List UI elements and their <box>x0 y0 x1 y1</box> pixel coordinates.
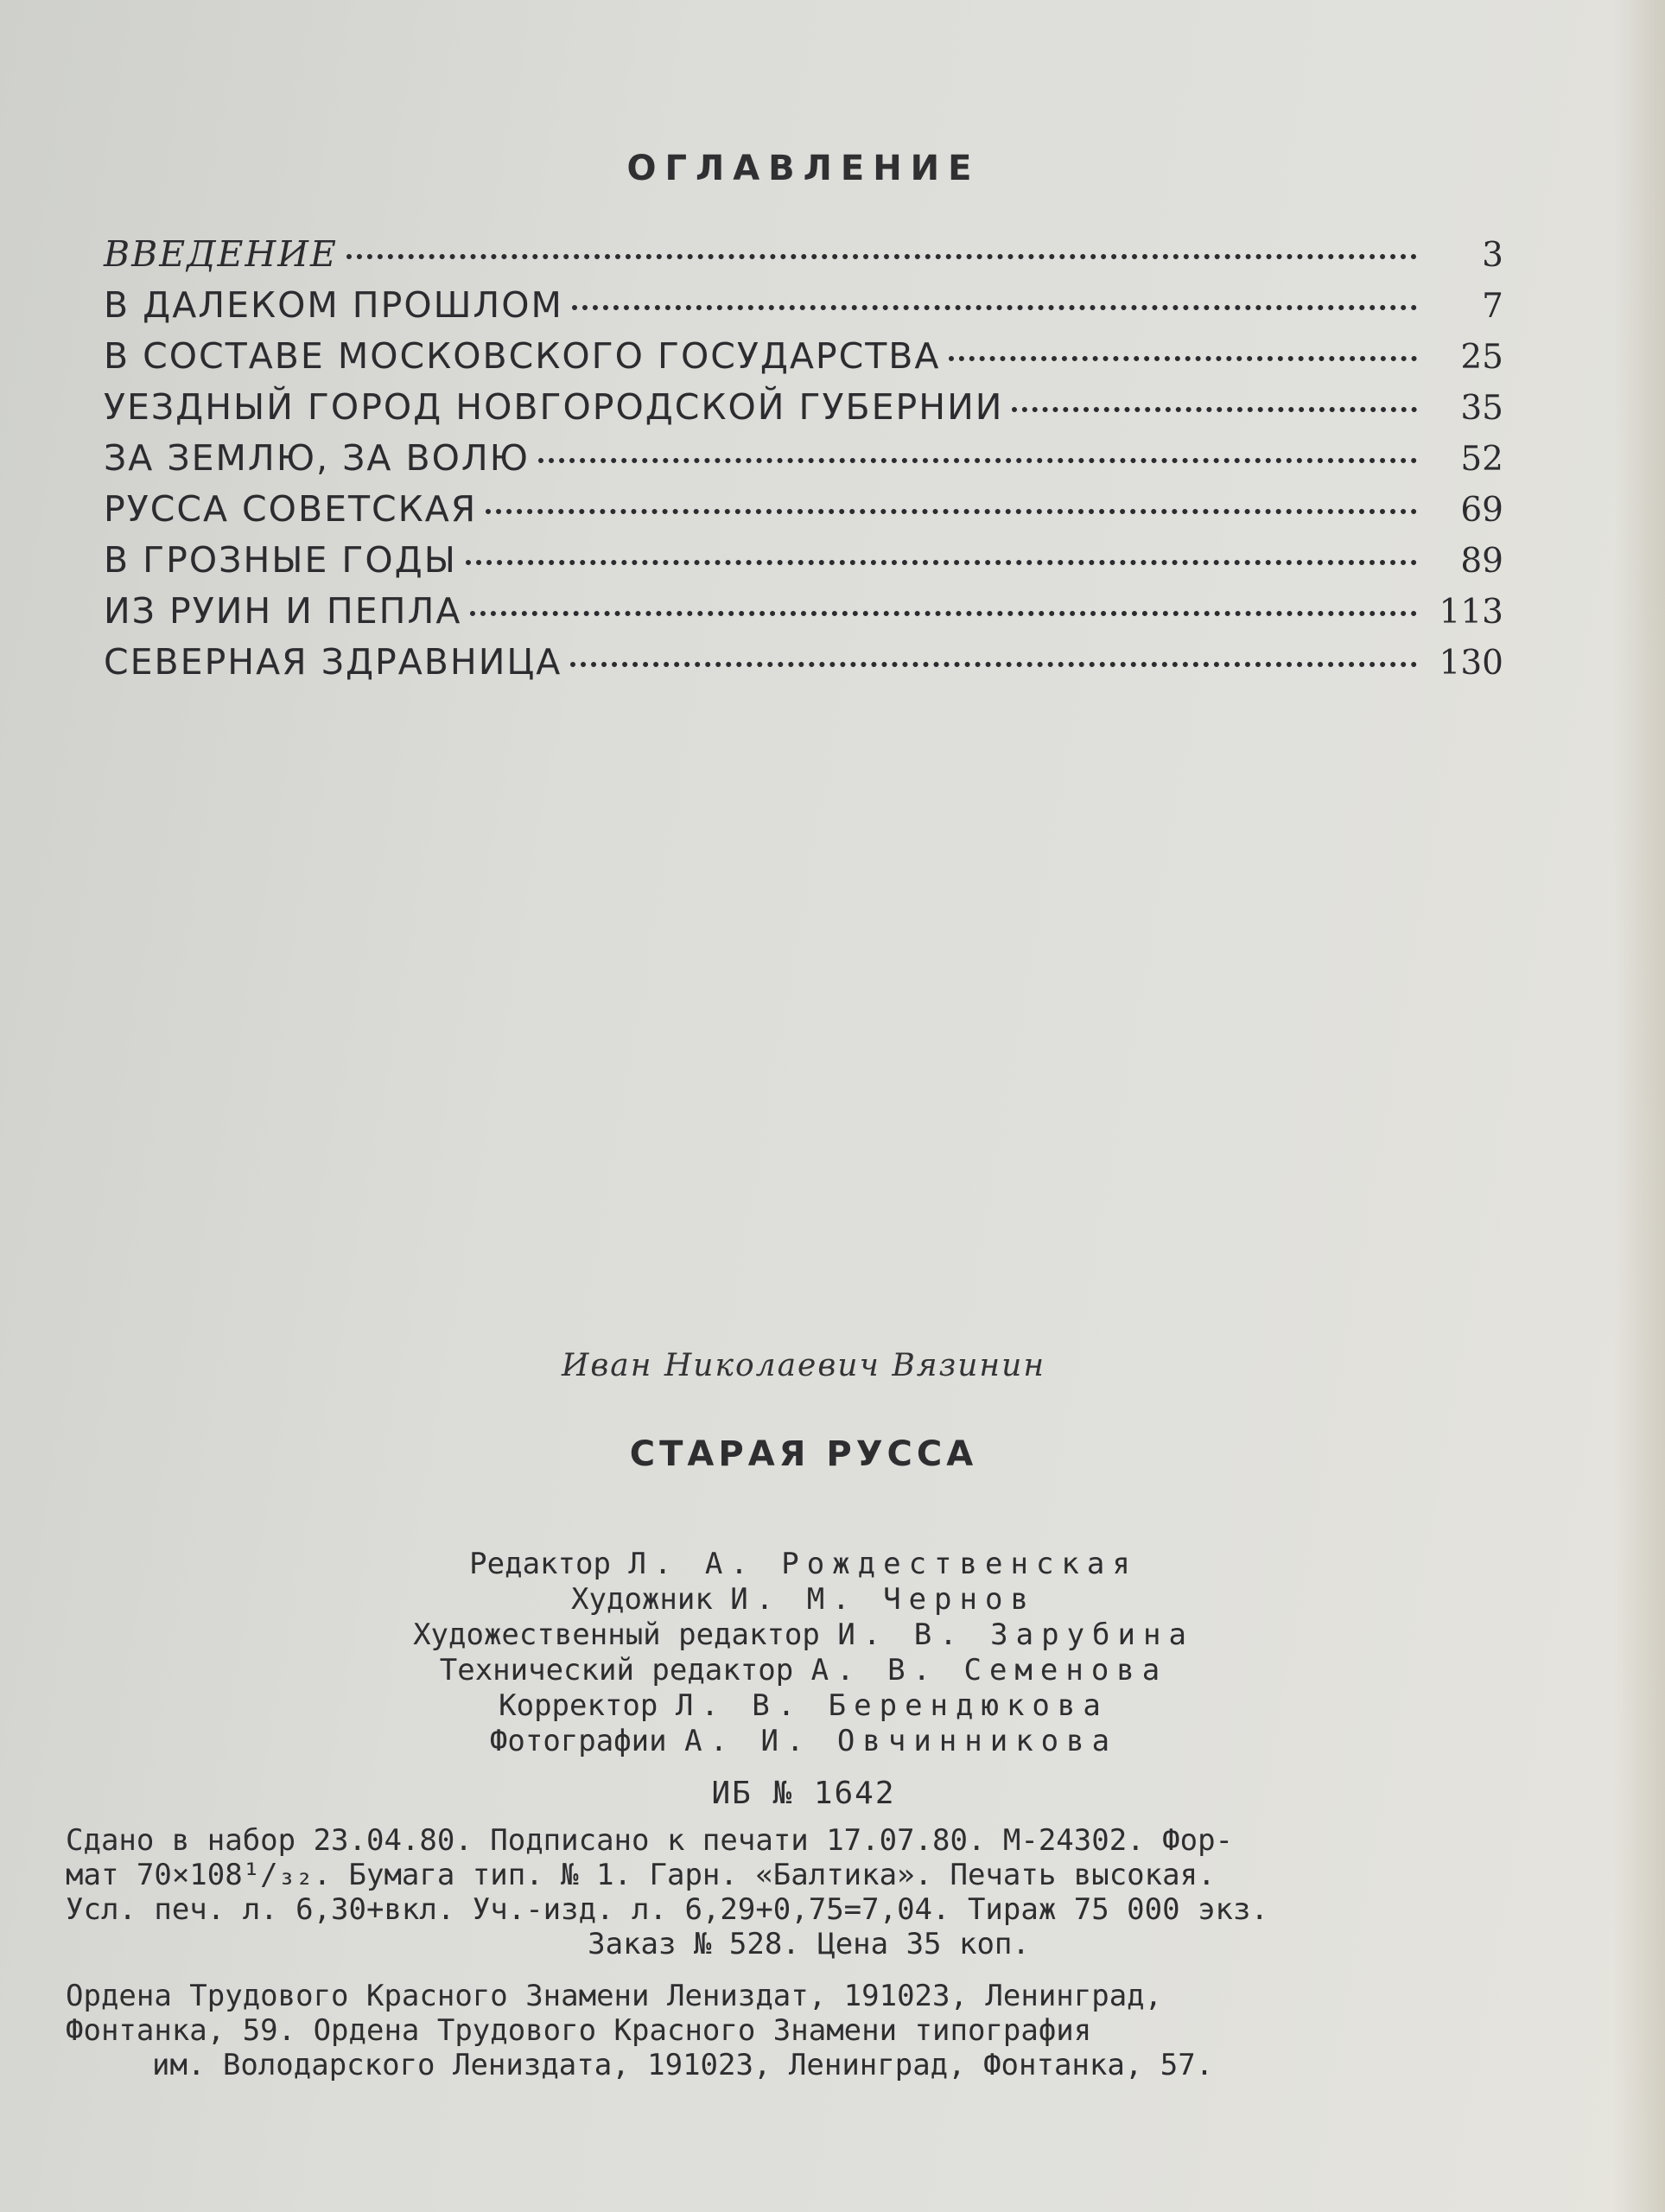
credit-role: Корректор <box>499 1688 658 1723</box>
printer-line: Ордена Трудового Красного Знамени Лениздат, 191023, Ленинград, <box>66 1979 1163 2013</box>
credit-line <box>0 1547 1607 1582</box>
toc-entry-label: СЕВЕРНАЯ ЗДРАВНИЦА <box>104 641 562 683</box>
toc-entry-page: 7 <box>1482 287 1503 326</box>
toc-entry-label: ВВЕДЕНИЕ <box>104 233 338 275</box>
toc-leader-dots <box>949 356 1417 361</box>
ib-number: ИБ № 1642 <box>711 1776 896 1811</box>
toc-entry-page: 3 <box>1482 236 1503 275</box>
toc-entry <box>104 590 1503 641</box>
toc-entry-label: ЗА ЗЕМЛЮ, ЗА ВОЛЮ <box>104 437 530 479</box>
credit-name: А. И. Овчинникова <box>684 1724 1118 1758</box>
toc-entry-page: 113 <box>1439 593 1503 632</box>
imprint-block <box>66 1823 1552 1961</box>
credit-name: И. В. Зарубина <box>837 1618 1194 1652</box>
toc-entry <box>104 386 1503 437</box>
credit-role: Фотографии <box>489 1724 667 1758</box>
imprint-line: Сдано в набор 23.04.80. Подписано к печати 17.07.80. М-24302. Фор- <box>66 1823 1234 1858</box>
toc-leader-dots <box>466 560 1417 565</box>
credit-name: И. М. Чернов <box>730 1582 1036 1617</box>
author-name: Иван Николаевич Вязинин <box>561 1348 1046 1383</box>
credit-name: Л. В. Берендюкова <box>675 1688 1109 1723</box>
credit-role: Художественный редактор <box>413 1618 820 1652</box>
printer-block <box>66 1979 1552 2082</box>
toc-entry-page: 52 <box>1460 440 1503 479</box>
credit-role: Технический редактор <box>439 1653 794 1688</box>
table-of-contents <box>104 233 1503 692</box>
toc-entry <box>104 284 1503 335</box>
toc-entry-label: В СОСТАВЕ МОСКОВСКОГО ГОСУДАРСТВА <box>104 335 941 377</box>
credit-role: Художник <box>571 1582 713 1617</box>
toc-entry-label: ИЗ РУИН И ПЕПЛА <box>104 590 462 632</box>
credit-line <box>0 1582 1607 1618</box>
credit-line <box>0 1688 1607 1724</box>
toc-entry <box>104 488 1503 539</box>
toc-leader-dots <box>538 458 1417 463</box>
toc-title: ОГЛАВЛЕНИЕ <box>626 149 981 188</box>
credit-line <box>0 1653 1607 1688</box>
toc-leader-dots <box>346 254 1417 259</box>
toc-entry-label: В ГРОЗНЫЕ ГОДЫ <box>104 539 457 581</box>
toc-entry-page: 89 <box>1460 542 1503 581</box>
book-title: СТАРАЯ РУССА <box>629 1434 978 1474</box>
printer-line: Фонтанка, 59. Ордена Трудового Красного Знамени типография <box>66 2013 1092 2048</box>
credit-name: Л. А. Рождественская <box>628 1547 1138 1581</box>
toc-entry-label: В ДАЛЕКОМ ПРОШЛОМ <box>104 284 563 326</box>
toc-entry <box>104 437 1503 488</box>
credit-line <box>0 1618 1607 1653</box>
toc-leader-dots <box>570 662 1417 667</box>
imprint-line: мат 70×108¹/₃₂. Бумага тип. № 1. Гарн. «Балтика». Печать высокая. <box>66 1858 1216 1892</box>
printer-line: им. Володарского Лениздата, 191023, Ленинград, Фонтанка, 57. <box>152 2048 1214 2082</box>
imprint-line: Усл. печ. л. 6,30+вкл. Уч.-изд. л. 6,29+0,75=7,04. Тираж 75 000 экз. <box>66 1892 1268 1927</box>
credit-name: А. В. Семенова <box>810 1653 1168 1688</box>
credits-block <box>0 1547 1607 1759</box>
toc-leader-dots <box>470 611 1417 616</box>
page-edge-shadow <box>1613 0 1665 2212</box>
credit-role: Редактор <box>469 1547 611 1581</box>
toc-entry <box>104 335 1503 386</box>
toc-entry-page: 69 <box>1460 491 1503 530</box>
toc-leader-dots <box>486 509 1417 514</box>
toc-entry-label: РУССА СОВЕТСКАЯ <box>104 488 478 530</box>
imprint-line: Заказ № 528. Цена 35 коп. <box>588 1927 1030 1961</box>
toc-leader-dots <box>572 305 1417 310</box>
toc-entry-page: 35 <box>1460 389 1503 428</box>
toc-entry <box>104 233 1503 284</box>
toc-entry-label: УЕЗДНЫЙ ГОРОД НОВГОРОДСКОЙ ГУБЕРНИИ <box>104 386 1004 428</box>
toc-leader-dots <box>1012 407 1417 412</box>
toc-entry-page: 25 <box>1460 338 1503 377</box>
toc-entry <box>104 539 1503 590</box>
toc-entry-page: 130 <box>1439 644 1503 683</box>
credit-line <box>0 1724 1607 1759</box>
toc-entry <box>104 641 1503 692</box>
